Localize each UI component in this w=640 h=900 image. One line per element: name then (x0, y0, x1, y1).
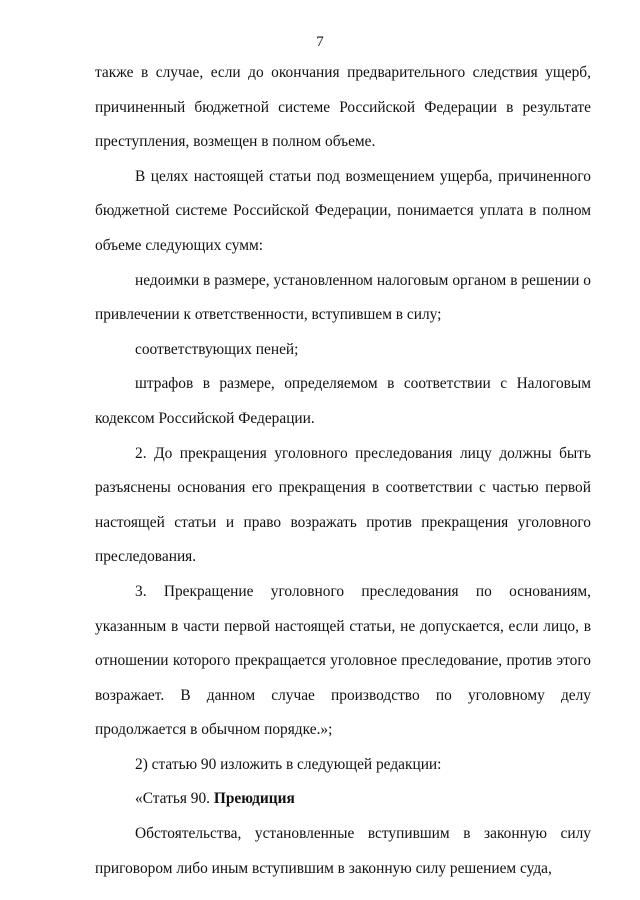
paragraph-arrears: недоимки в размере, установленном налоговым органом в решении о привлечении к ответственности, вступившем в силу; (95, 271, 591, 324)
paragraph-fines: штрафов в размере, определяемом в соответствии с Налоговым кодексом Российской Федерации. (95, 375, 591, 427)
paragraph-article-90-intro: 2) статью 90 изложить в следующей редакции: (135, 755, 442, 773)
paragraph-point-2: 2. До прекращения уголовного преследования лицу должны быть разъяснены основания его прекращения в соответствии с частью первой настоящей статьи и право возражать против прекращения уголовного преследования. (95, 444, 591, 566)
paragraph-circumstances: Обстоятельства, установленные вступившим в законную силу приговором либо иным вступившим в законную силу решением суда, (95, 825, 591, 877)
document-body (95, 56, 591, 886)
paragraph-definition: В целях настоящей статьи под возмещением ущерба, причиненного бюджетной системе Российской Федерации, понимается уплата в полном объеме следующих сумм: (95, 167, 591, 254)
paragraph-point-3: 3. Прекращение уголовного преследования по основаниям, указанным в части первой настоящей статьи, не допускается, если лицо, в отношении которого прекращается уголовное преследование, против этого возражает. В данном случае производство по уголовному делу продолжается в обычном порядке.»; (95, 582, 591, 739)
article-heading-title: Преюдиция (213, 790, 295, 808)
paragraph-continuation: также в случае, если до окончания предварительного следствия ущерб, причиненный бюджетной системе Российской Федерации в результате преступления, возмещен в полном объеме. (95, 64, 591, 151)
page-number: 7 (316, 34, 324, 50)
article-heading (95, 782, 591, 817)
article-heading-prefix: «Статья 90. (135, 790, 214, 808)
paragraph-penalties: соответствующих пеней; (135, 340, 299, 358)
